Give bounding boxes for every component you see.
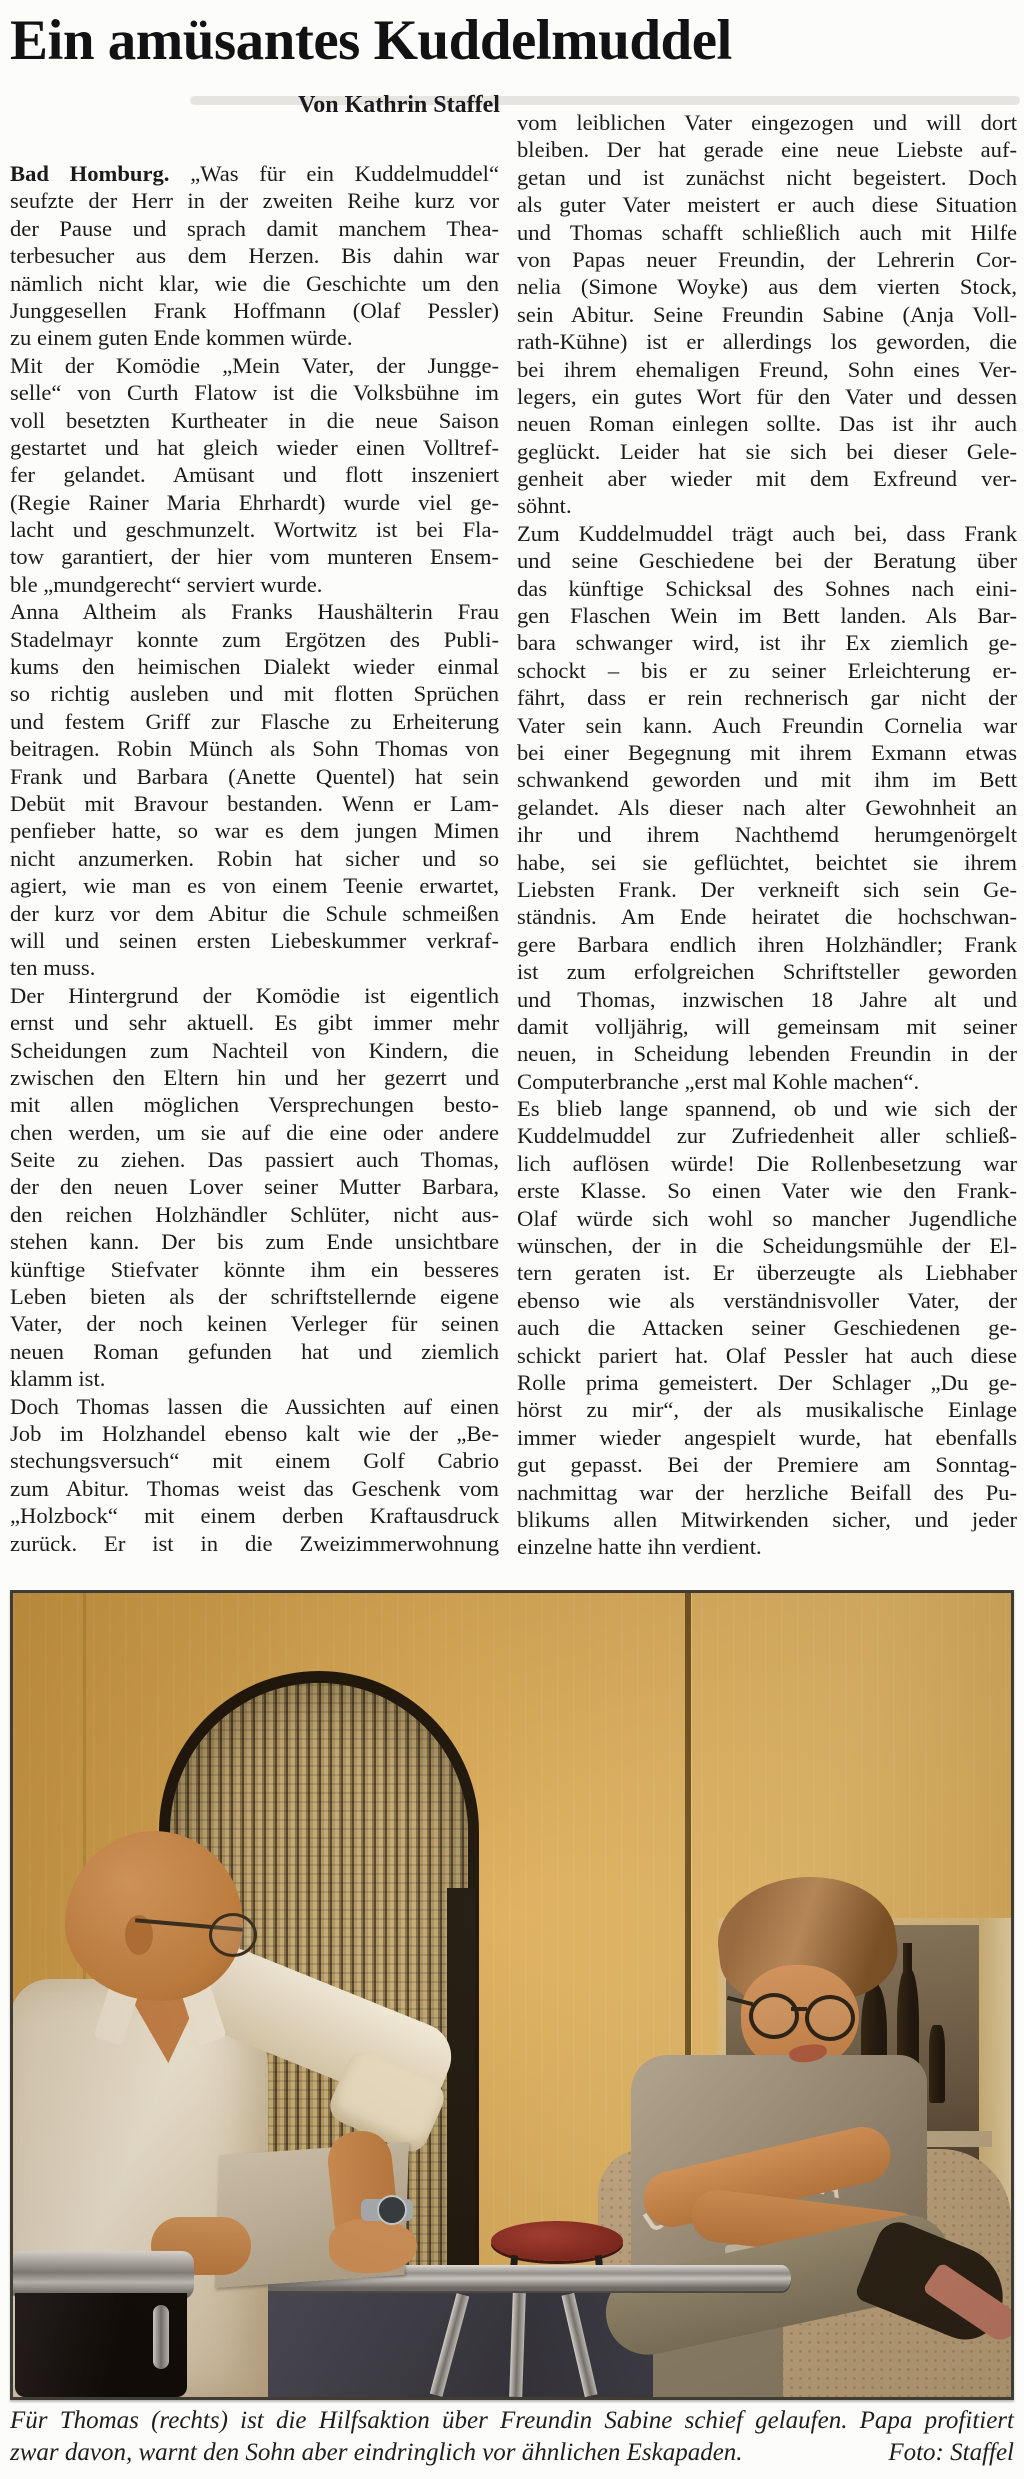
text-line: hörst zu mir“, der als musikalische Einlage [517,1397,1017,1423]
text-line: beitragen. Robin Münch als Sohn Thomas von [10,736,499,762]
text-line: wünschen, der in die Scheidungsmühle der El- [517,1233,1017,1259]
text-line: der kurz vor dem Abitur die Schule schmeißen [10,900,499,926]
caption-line-1: Für Thomas (rechts) ist die Hilfsaktion über Freundin Sabine schief gelaufen. Papa profitiert [10,2407,1014,2434]
text-line: Scheidungen zum Nachteil von Kindern, die [10,1037,499,1063]
text-line: Junggesellen Frank Hoffmann (Olaf Pessler) [10,297,499,323]
text-line: terbesucher aus dem Herzen. Bis dahin war [10,243,499,269]
text-line: zwischen den Eltern hin und her gezerrt und [10,1064,499,1090]
text-line: (Regie Rainer Maria Ehrhardt) wurde viel ge- [10,489,499,515]
text-line: penfieber hatte, so war es dem jungen Mimen [10,818,499,844]
glasses-lens-right [805,1995,855,2041]
text-line: gere Barbara endlich ihren Holzhändler; Frank [517,931,1017,957]
text-line: Rolle prima gemeistert. Der Schlager „Du ge- [517,1369,1017,1395]
text-line: und festem Griff zur Flasche zu Erheiterung [10,708,499,734]
text-line: blikums allen Mitwirkenden sicher, und jeder [517,1506,1017,1532]
dateline: Bad Homburg. [10,161,170,186]
text-line: fährt, dass er rein rechnerisch gar nicht der [517,685,1017,711]
text-line: und Thomas schafft schließlich auch mit Hilfe [517,219,1017,245]
text-line: nachmittag war der herzliche Beifall des Pu- [517,1479,1017,1505]
text-line: klamm ist. [10,1366,106,1392]
jar-icon [929,2025,945,2103]
text-line: seufzte der Herr in der zweiten Reihe kurz vor [10,188,499,214]
text-line: ständnis. Am Ende heiratet die hochschwan- [517,904,1017,930]
text-line: Debüt mit Bravour bestanden. Wenn er Lam- [10,790,499,816]
text-line: Vater sein kann. Auch Freundin Cornelia war [517,712,1017,738]
text-line: ihr und ihrem Nachthemd herumgenörgelt [517,822,1017,848]
text-line: agiert, wie man es von einem Teenie erwartet, [10,873,499,899]
text-line: nicht anzumerken. Robin hat sicher und so [10,845,499,871]
text-line: zum Abitur. Thomas weist das Geschenk vom [10,1475,499,1501]
text-line: einzelne hatte ihn verdient. [517,1534,762,1560]
glasses-lens-left [749,1993,799,2039]
text-line: selle“ von Curth Flatow ist die Volksbühne im [10,380,499,406]
text-line: Anna Altheim als Franks Haushälterin Frau [10,599,499,625]
text-line: Leben bieten als der schriftstellernde eigene [10,1284,499,1310]
text-line: schockt – bis er zu seiner Erleichterung er- [517,657,1017,683]
text-line: sein Abitur. Seine Freundin Sabine (Anja Voll- [517,301,1017,327]
text-line: Seite zu ziehen. Das passiert auch Thomas, [10,1147,499,1173]
text-line: lich auflösen würde! Die Rollenbesetzung war [517,1150,1017,1176]
text-line: getan und ist zunächst nicht begeistert. Doch [517,164,1017,190]
paragraph [517,520,1017,1095]
text-line: gestartet und hat gleich wieder einen Volltref- [10,434,499,460]
stage-photo-scene [13,1593,1011,2397]
text-line: Frank und Barbara (Anette Quentel) hat sein [10,763,499,789]
text-line: Doch Thomas lassen die Aussichten auf einen [10,1393,499,1419]
text-line: geglückt. Leider hat sie sich bei dieser Gele- [517,438,1017,464]
text-line: der Pause und sprach damit manchem Thea- [10,215,499,241]
text-line: nämlich nicht klar, wie die Geschichte um den [10,270,499,296]
text-line: Olaf würde sich wohl so mancher Jugendliche [517,1205,1017,1231]
text-line: bei einer Begegnung mit ihrem Exmann etwas [517,739,1017,765]
text-line: erste Klasse. So einen Vater wie den Frank- [517,1178,1017,1204]
article-title: Ein amüsantes Kuddelmuddel [10,9,732,72]
text-line: den reichen Holzhändler Schlüter, nicht aus- [10,1201,499,1227]
text-line: legers, ein gutes Wort für den Vater und dessen [517,383,1017,409]
text-line: und Thomas, inzwischen 18 Jahre alt und [517,986,1017,1012]
text-line: voll besetzten Kurtheater in die neue Saison [10,407,499,433]
text-line: und seine Geschiedene bei der Beratung über [517,548,1017,574]
photo-credit: Foto: Staffel [888,2439,1014,2466]
text-line: ist zum erfolgreichen Schriftsteller geworden [517,959,1017,985]
text-line: lacht und geschmunzelt. Wortwitz ist bei Fla- [10,517,499,543]
text-line: will und seinen ersten Liebeskummer verkraf- [10,927,499,953]
text-line: ebenso wie als verständnisvoller Vater, der [517,1287,1017,1313]
paragraph [10,160,499,352]
text-line: chen werden, um sie auf die eine oder andere [10,1119,499,1145]
text-line: stechungsversuch“ mit einem Golf Cabrio [10,1448,499,1474]
bottle-neck [903,1943,912,1975]
text-line: habe, sei sie geflüchtet, beichtet sie ihrem [517,849,1017,875]
text-line: „Holzbock“ mit einem derben Kraftausdruck [10,1503,499,1529]
text-line: künftige Stiefvater könnte ihm ein besseres [10,1256,499,1282]
article-column-left [10,160,499,1557]
text-line: genheit aber wieder mit dem Exfreund ver- [517,466,1017,492]
text-line: der den neuen Lover seiner Mutter Barbara, [10,1174,499,1200]
text-line: ble „mundgerecht“ serviert wurde. [10,571,323,597]
text-line: Kuddelmuddel zur Zufriedenheit aller schließ- [517,1123,1017,1149]
paragraph [517,109,1017,520]
text-line: schickt pariert hat. Olaf Pessler hat auch diese [517,1342,1017,1368]
caption-line-2-text: zwar davon, warnt den Sohn aber eindringlich vor ähnlichen Eskapaden. [10,2439,743,2466]
drum-rim [13,2251,194,2299]
text-line: Job im Holzhandel ebenso kalt wie der „Be- [10,1420,499,1446]
text-line: zurück. Er ist in die Zweizimmerwohnung [10,1530,499,1556]
text-line: gen Flaschen Wein im Bett landen. Als Bar- [517,603,1017,629]
text-line: auch die Attacken seiner Geschiedenen ge- [517,1315,1017,1341]
wristwatch-face [377,2195,407,2225]
text-line: neuen Roman gefunden hat und ziemlich [10,1338,499,1364]
text-line: Liebsten Frank. Der verkneift sich sein Ge- [517,876,1017,902]
text-line: tern geraten ist. Er überzeugte als Liebhaber [517,1260,1017,1286]
text-line: von Papas neuer Freundin, der Lehrerin Cor- [517,246,1017,272]
drum-lug [153,2305,169,2369]
paragraph [10,982,499,1393]
text-line: mit allen möglichen Versprechungen besto- [10,1092,499,1118]
text-line: ten muss. [10,955,96,981]
text-line: bei ihrem ehemaligen Freund, Sohn eines Ver- [517,356,1017,382]
text-line: rath-Kühne) ist er allerdings los geworden, die [517,329,1017,355]
byline: Von Kathrin Staffel [298,92,500,118]
glasses-rim [209,1913,257,1957]
text-line: söhnt. [517,493,572,519]
text-line: Es blieb lange spannend, ob und wie sich der [517,1096,1017,1122]
text-line: schwankend geworden und mit ihm im Bett [517,767,1017,793]
paragraph [10,1393,499,1557]
text-line: stehen kann. Der bis zum Ende unsichtbare [10,1229,499,1255]
caption-line-2 [10,2437,1014,2469]
text-line: so richtig ausleben und mit flotten Sprüchen [10,681,499,707]
text-line: als guter Vater meistert er auch diese Situation [517,192,1017,218]
text-line: Bad Homburg. „Was für ein Kuddelmuddel“ [10,161,499,186]
text-line: vom leiblichen Vater eingezogen und will dort [517,110,1017,135]
text-line: Zum Kuddelmuddel trägt auch bei, dass Frank [517,520,1017,546]
text-line: damit volljährig, will gemeinsam mit seiner [517,1013,1017,1039]
text-line: bara schwanger wird, ist ihr Ex ziemlich ge- [517,630,1017,656]
glasses-bridge [791,2007,807,2011]
text-line: zu einem guten Ende kommen würde. [10,325,353,351]
text-line: Mit der Komödie „Mein Vater, der Jungge- [10,352,499,378]
text-line: ernst und sehr aktuell. Es gibt immer mehr [10,1010,499,1036]
text-line: nelia (Simone Woyke) aus dem vierten Stock, [517,274,1017,300]
bald-actor-hand [329,2219,417,2273]
article-column-right [517,109,1017,1561]
text-line: immer wieder angespielt wurde, hat ebenfalls [517,1424,1017,1450]
photo-caption [10,2405,1014,2469]
text-line: das künftige Schicksal des Sohnes nach eini- [517,575,1017,601]
text-line: gelandet. Als dieser nach alter Gewohnheit an [517,794,1017,820]
text-line: gut gepasst. Bei der Premiere am Sonntag- [517,1452,1017,1478]
text-line: fer gelandet. Amüsant und flott inszeniert [10,462,499,488]
text-line: neuen, in Scheidung lebenden Freundin in der [517,1041,1017,1067]
text-line: Computerbranche „erst mal Kohle machen“. [517,1068,920,1094]
text-line: tow garantiert, der hier vom munteren Ensem- [10,544,499,570]
stage-photo [10,1590,1014,2400]
text-line: Stadelmayr konnte zum Ergötzen des Publi- [10,626,499,652]
text-line: bleiben. Der hat gerade eine neue Liebste auf- [517,137,1017,163]
text-line: Der Hintergrund der Komödie ist eigentlich [10,982,499,1008]
paragraph [517,1095,1017,1561]
text-line: Vater, der noch keinen Verleger für seinen [10,1311,499,1337]
paragraph [10,598,499,981]
text-line: neuen Roman einlegen sollte. Das ist ihr auch [517,411,1017,437]
paragraph [10,352,499,599]
text-line: kums den heimischen Dialekt wieder einmal [10,654,499,680]
